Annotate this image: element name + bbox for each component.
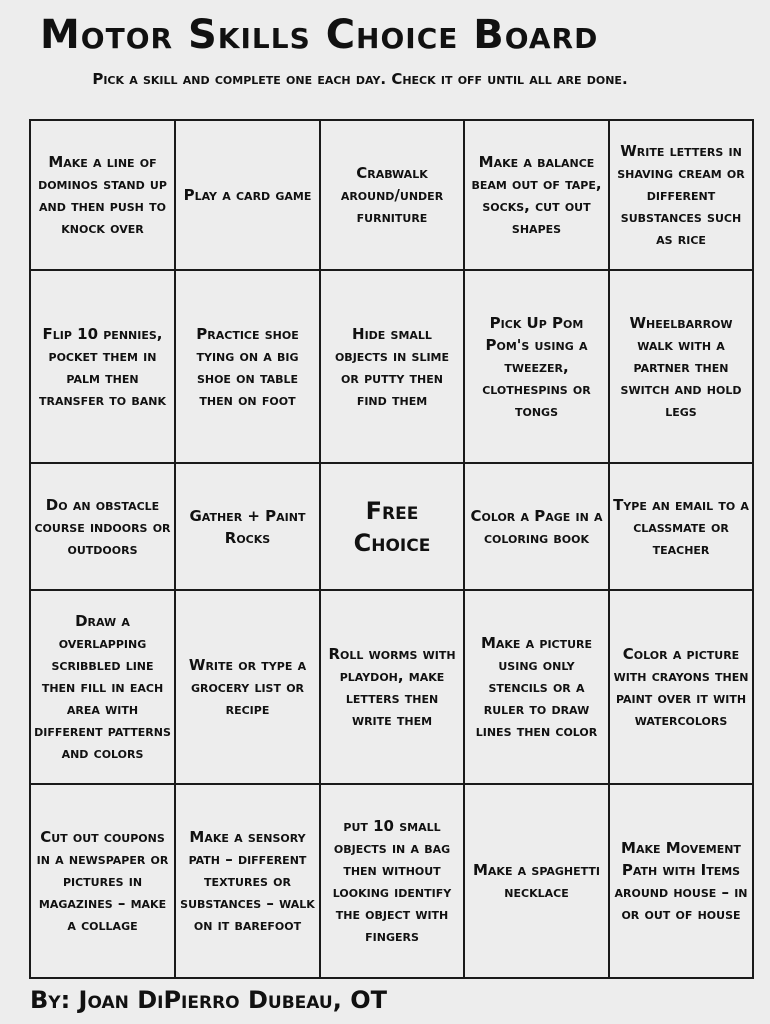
board-cell bbox=[320, 120, 464, 270]
board-cell bbox=[320, 270, 464, 463]
cell-text: Pick Up Pom Pom's using a tweezer, clothespins or tongs bbox=[482, 313, 591, 420]
board-cell bbox=[175, 463, 320, 590]
board-cell bbox=[464, 590, 609, 784]
page-title: Motor Skills Choice Board bbox=[40, 12, 599, 58]
board-cell bbox=[30, 784, 175, 978]
cell-text: Cut out coupons in a newspaper or pictures in magazines – make a collage bbox=[36, 828, 169, 934]
cell-text: Make Movement Path with Items around house – in or out of house bbox=[614, 839, 748, 923]
board-cell bbox=[320, 784, 464, 978]
cell-text: put 10 small objects in a bag then without looking identify the object with fingers bbox=[332, 817, 452, 945]
cell-text: Make a spaghetti necklace bbox=[472, 861, 601, 901]
instructions: Pick a skill and complete one each day. Check it off until all are done. bbox=[92, 70, 628, 88]
board-cell bbox=[30, 120, 175, 270]
cell-text: Play a card game bbox=[183, 186, 312, 204]
cell-text: Crabwalk around/under furniture bbox=[340, 164, 444, 226]
board-cell bbox=[609, 784, 753, 978]
board-cell bbox=[175, 270, 320, 463]
board-cell bbox=[609, 120, 753, 270]
board-cell bbox=[175, 120, 320, 270]
board-row bbox=[30, 590, 753, 784]
board-row bbox=[30, 120, 753, 270]
author-credit: By: Joan DiPierro Dubeau, OT bbox=[30, 986, 387, 1014]
free-choice-cell bbox=[320, 463, 464, 590]
board-cell bbox=[175, 784, 320, 978]
board-cell bbox=[464, 463, 609, 590]
cell-text: Do an obstacle course indoors or outdoors bbox=[34, 495, 171, 558]
board-cell bbox=[609, 463, 753, 590]
board-row bbox=[30, 463, 753, 590]
board-cell bbox=[30, 270, 175, 463]
cell-text: Write or type a grocery list or recipe bbox=[188, 656, 307, 718]
board-cell bbox=[320, 590, 464, 784]
board-cell bbox=[609, 270, 753, 463]
cell-text: Draw a overlapping scribbled line then fill in each area with different patterns and colors bbox=[34, 612, 171, 762]
board-cell bbox=[30, 463, 175, 590]
cell-text: Free Choice bbox=[353, 496, 431, 557]
cell-text: Make a sensory path – different textures or substances – walk on it barefoot bbox=[180, 828, 315, 934]
board-cell bbox=[175, 590, 320, 784]
board-row bbox=[30, 270, 753, 463]
board-cell bbox=[609, 590, 753, 784]
cell-text: Make a picture using only stencils or a ruler to draw lines then color bbox=[475, 634, 598, 740]
cell-text: Practice shoe tying on a big shoe on table then on foot bbox=[196, 324, 299, 409]
board-cell bbox=[464, 270, 609, 463]
cell-text: Hide small objects in slime or putty then find them bbox=[334, 324, 450, 409]
cell-text: Gather + Paint Rocks bbox=[189, 506, 306, 547]
cell-text: Make a balance beam out of tape, socks, cut out shapes bbox=[471, 153, 602, 237]
board-cell bbox=[464, 120, 609, 270]
cell-text: Type an email to a classmate or teacher bbox=[613, 495, 749, 558]
choice-board bbox=[29, 119, 754, 979]
cell-text: Write letters in shaving cream or different substances such as rice bbox=[617, 142, 745, 248]
cell-text: Make a line of dominos stand up and then push to knock over bbox=[38, 153, 167, 237]
cell-text: Flip 10 pennies, pocket them in palm then transfer to bank bbox=[38, 324, 167, 409]
cell-text: Color a Page in a coloring book bbox=[470, 506, 603, 547]
cell-text: Color a picture with crayons then paint over it with watercolors bbox=[613, 645, 749, 729]
board-cell bbox=[30, 590, 175, 784]
board-cell bbox=[464, 784, 609, 978]
cell-text: Roll worms with playdoh, make letters then write them bbox=[328, 645, 456, 729]
cell-text: Wheelbarrow walk with a partner then switch and hold legs bbox=[620, 313, 742, 420]
board-row bbox=[30, 784, 753, 978]
